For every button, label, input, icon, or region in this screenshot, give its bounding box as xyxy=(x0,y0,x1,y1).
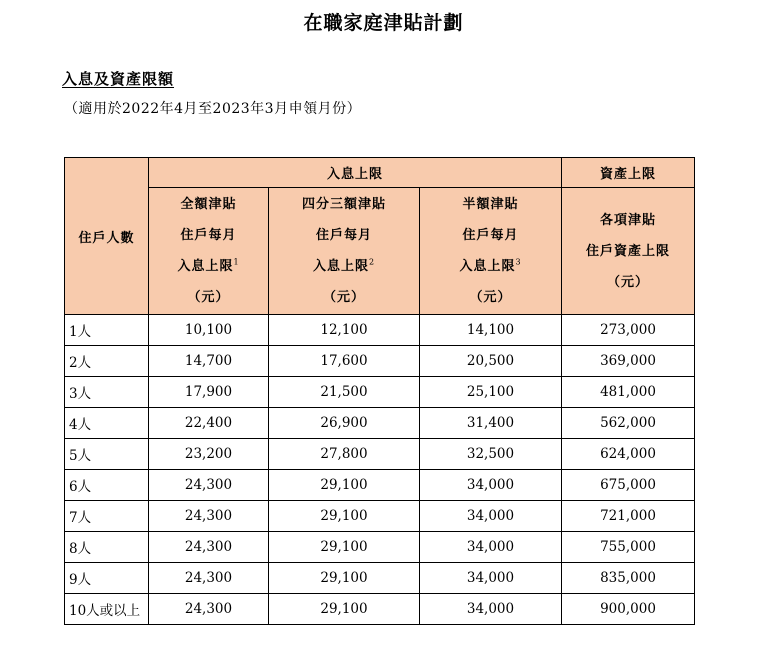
three-quarter-rate-header-line1: 四分三額津貼 xyxy=(301,197,386,212)
half-rate-cell: 20,500 xyxy=(420,346,562,377)
asset-limit-group-header: 資產上限 xyxy=(562,158,695,188)
half-rate-header-unit: （元） xyxy=(469,290,512,305)
three-quarter-rate-cell: 29,100 xyxy=(269,470,420,501)
footnote-marker-1: 1 xyxy=(233,257,240,267)
household-size-cell: 8人 xyxy=(65,532,149,563)
asset-limit-header-line1: 各項津貼 xyxy=(599,212,656,228)
half-rate-cell: 25,100 xyxy=(420,377,562,408)
full-rate-cell: 24,300 xyxy=(149,532,269,563)
half-rate-header xyxy=(420,188,562,315)
three-quarter-rate-cell: 29,100 xyxy=(269,594,420,625)
asset-limit-cell: 562,000 xyxy=(562,408,695,439)
household-size-cell: 2人 xyxy=(65,346,149,377)
full-rate-header-line3-wrap xyxy=(149,251,268,282)
full-rate-cell: 24,300 xyxy=(149,501,269,532)
half-rate-cell: 31,400 xyxy=(420,408,562,439)
full-rate-header-line1: 全額津貼 xyxy=(180,197,237,212)
three-quarter-rate-header-unit: （元） xyxy=(322,290,365,305)
full-rate-cell: 22,400 xyxy=(149,408,269,439)
three-quarter-rate-cell: 29,100 xyxy=(269,532,420,563)
table-row xyxy=(65,377,695,408)
full-rate-cell: 10,100 xyxy=(149,315,269,346)
asset-limit-cell: 481,000 xyxy=(562,377,695,408)
half-rate-cell: 32,500 xyxy=(420,439,562,470)
asset-limit-cell: 624,000 xyxy=(562,439,695,470)
half-rate-cell: 34,000 xyxy=(420,563,562,594)
section-heading: 入息及資產限額 xyxy=(62,70,175,88)
page-title: 在職家庭津貼計劃 xyxy=(303,12,464,34)
full-rate-header-unit: （元） xyxy=(187,290,230,305)
full-rate-cell: 24,300 xyxy=(149,594,269,625)
three-quarter-rate-header-line3: 入息上限 xyxy=(312,259,369,274)
three-quarter-rate-cell: 29,100 xyxy=(269,501,420,532)
three-quarter-rate-cell: 29,100 xyxy=(269,563,420,594)
full-rate-cell: 23,200 xyxy=(149,439,269,470)
household-size-cell: 3人 xyxy=(65,377,149,408)
half-rate-header-line2: 住戶每月 xyxy=(462,228,519,243)
full-rate-header-line2: 住戶每月 xyxy=(180,228,237,243)
asset-limit-cell: 900,000 xyxy=(562,594,695,625)
three-quarter-rate-cell: 21,500 xyxy=(269,377,420,408)
full-rate-cell: 24,300 xyxy=(149,470,269,501)
income-asset-limits-table xyxy=(64,157,695,625)
household-size-cell: 6人 xyxy=(65,470,149,501)
household-size-cell: 10人或以上 xyxy=(65,594,149,625)
household-size-header: 住戶人數 xyxy=(65,158,149,315)
table-row xyxy=(65,563,695,594)
three-quarter-rate-cell: 12,100 xyxy=(269,315,420,346)
table-row xyxy=(65,501,695,532)
full-rate-cell: 14,700 xyxy=(149,346,269,377)
three-quarter-rate-cell: 17,600 xyxy=(269,346,420,377)
asset-limit-cell: 369,000 xyxy=(562,346,695,377)
table-row xyxy=(65,470,695,501)
table-row xyxy=(65,315,695,346)
three-quarter-rate-cell: 26,900 xyxy=(269,408,420,439)
asset-limit-cell: 835,000 xyxy=(562,563,695,594)
asset-limit-header xyxy=(562,188,695,315)
half-rate-header-line1: 半額津貼 xyxy=(462,197,519,212)
full-rate-cell: 24,300 xyxy=(149,563,269,594)
three-quarter-rate-header-line2: 住戶每月 xyxy=(315,228,372,243)
half-rate-cell: 34,000 xyxy=(420,594,562,625)
half-rate-cell: 14,100 xyxy=(420,315,562,346)
applicable-period: （適用於2022年4月至2023年3月申領月份） xyxy=(64,101,362,117)
half-rate-header-line3: 入息上限 xyxy=(459,259,516,274)
household-size-cell: 4人 xyxy=(65,408,149,439)
full-rate-cell: 17,900 xyxy=(149,377,269,408)
asset-limit-cell: 273,000 xyxy=(562,315,695,346)
three-quarter-rate-header xyxy=(269,188,420,315)
income-limit-group-header: 入息上限 xyxy=(149,158,562,188)
table-row xyxy=(65,439,695,470)
footnote-marker-2: 2 xyxy=(368,257,376,267)
half-rate-cell: 34,000 xyxy=(420,532,562,563)
asset-limit-cell: 675,000 xyxy=(562,470,695,501)
half-rate-cell: 34,000 xyxy=(420,470,562,501)
household-size-cell: 9人 xyxy=(65,563,149,594)
asset-limit-header-line2: 住戶資產上限 xyxy=(585,243,670,259)
three-quarter-rate-header-line3-wrap xyxy=(269,251,419,282)
half-rate-cell: 34,000 xyxy=(420,501,562,532)
table-row xyxy=(65,532,695,563)
household-size-cell: 7人 xyxy=(65,501,149,532)
asset-limit-header-unit: （元） xyxy=(606,274,649,290)
half-rate-header-line3-wrap xyxy=(420,251,561,282)
full-rate-header-line3: 入息上限 xyxy=(177,259,234,274)
three-quarter-rate-cell: 27,800 xyxy=(269,439,420,470)
household-size-cell: 5人 xyxy=(65,439,149,470)
header-sub-row xyxy=(65,188,695,315)
table-row xyxy=(65,346,695,377)
asset-limit-cell: 721,000 xyxy=(562,501,695,532)
household-size-cell: 1人 xyxy=(65,315,149,346)
table-row xyxy=(65,408,695,439)
footnote-marker-3: 3 xyxy=(515,257,522,267)
header-group-row xyxy=(65,158,695,188)
table-row xyxy=(65,594,695,625)
asset-limit-cell: 755,000 xyxy=(562,532,695,563)
full-rate-header xyxy=(149,188,269,315)
